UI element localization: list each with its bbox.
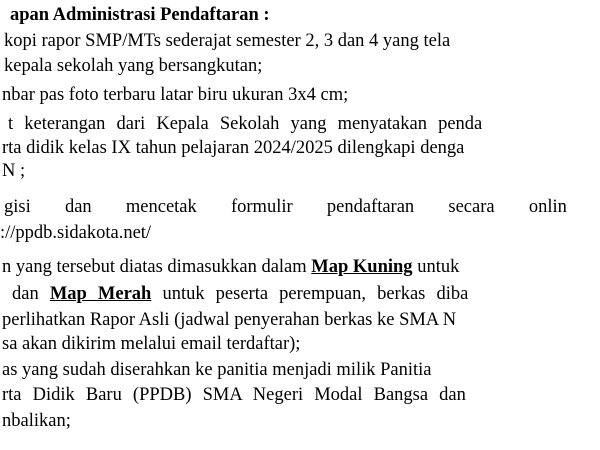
requirement-line-9 [2,256,459,278]
requirement-line-3: nbar pas foto terbaru latar biru ukuran 3x4 cm; [2,85,349,105]
section-heading: apan Administrasi Pendaftaran : [10,5,270,25]
requirement-line-13: as yang sudah diserahkan ke panitia menjadi milik Panitia [2,360,432,380]
map-kuning-label: Map Kuning [311,257,413,277]
requirement-line-12: sa akan dikirim melalui email terdaftar); [2,334,301,354]
requirement-line-4: t keterangan dari Kepala Sekolah yang menyatakan penda [8,114,483,134]
line-9-text-before: n yang tersebut diatas dimasukkan dalam [2,257,312,277]
requirement-line-6: N ; [2,161,26,181]
requirement-line-15: nbalikan; [2,411,71,431]
requirement-line-10 [12,283,468,305]
requirement-line-7: gisi dan mencetak formulir pendaftaran secara onlin [4,197,567,217]
requirement-line-1: kopi rapor SMP/MTs sederajat semester 2, 3 dan 4 yang tela [4,31,451,51]
requirement-line-11: perlihatkan Rapor Asli (jadwal penyerahan berkas ke SMA N [2,310,457,330]
requirement-line-5: rta didik kelas IX tahun pelajaran 2024/2025 dilengkapi denga [2,138,465,158]
line-10-text-before: dan [12,284,50,304]
requirement-line-2: kepala sekolah yang bersangkutan; [4,56,263,76]
requirement-line-14: rta Didik Baru (PPDB) SMA Negeri Modal Bangsa dan [2,385,466,405]
registration-url: ://ppdb.sidakota.net/ [0,223,152,243]
line-9-text-after: untuk [412,257,460,277]
line-10-text-after: untuk peserta perempuan, berkas diba [151,284,469,304]
map-merah-label: Map Merah [49,284,152,304]
